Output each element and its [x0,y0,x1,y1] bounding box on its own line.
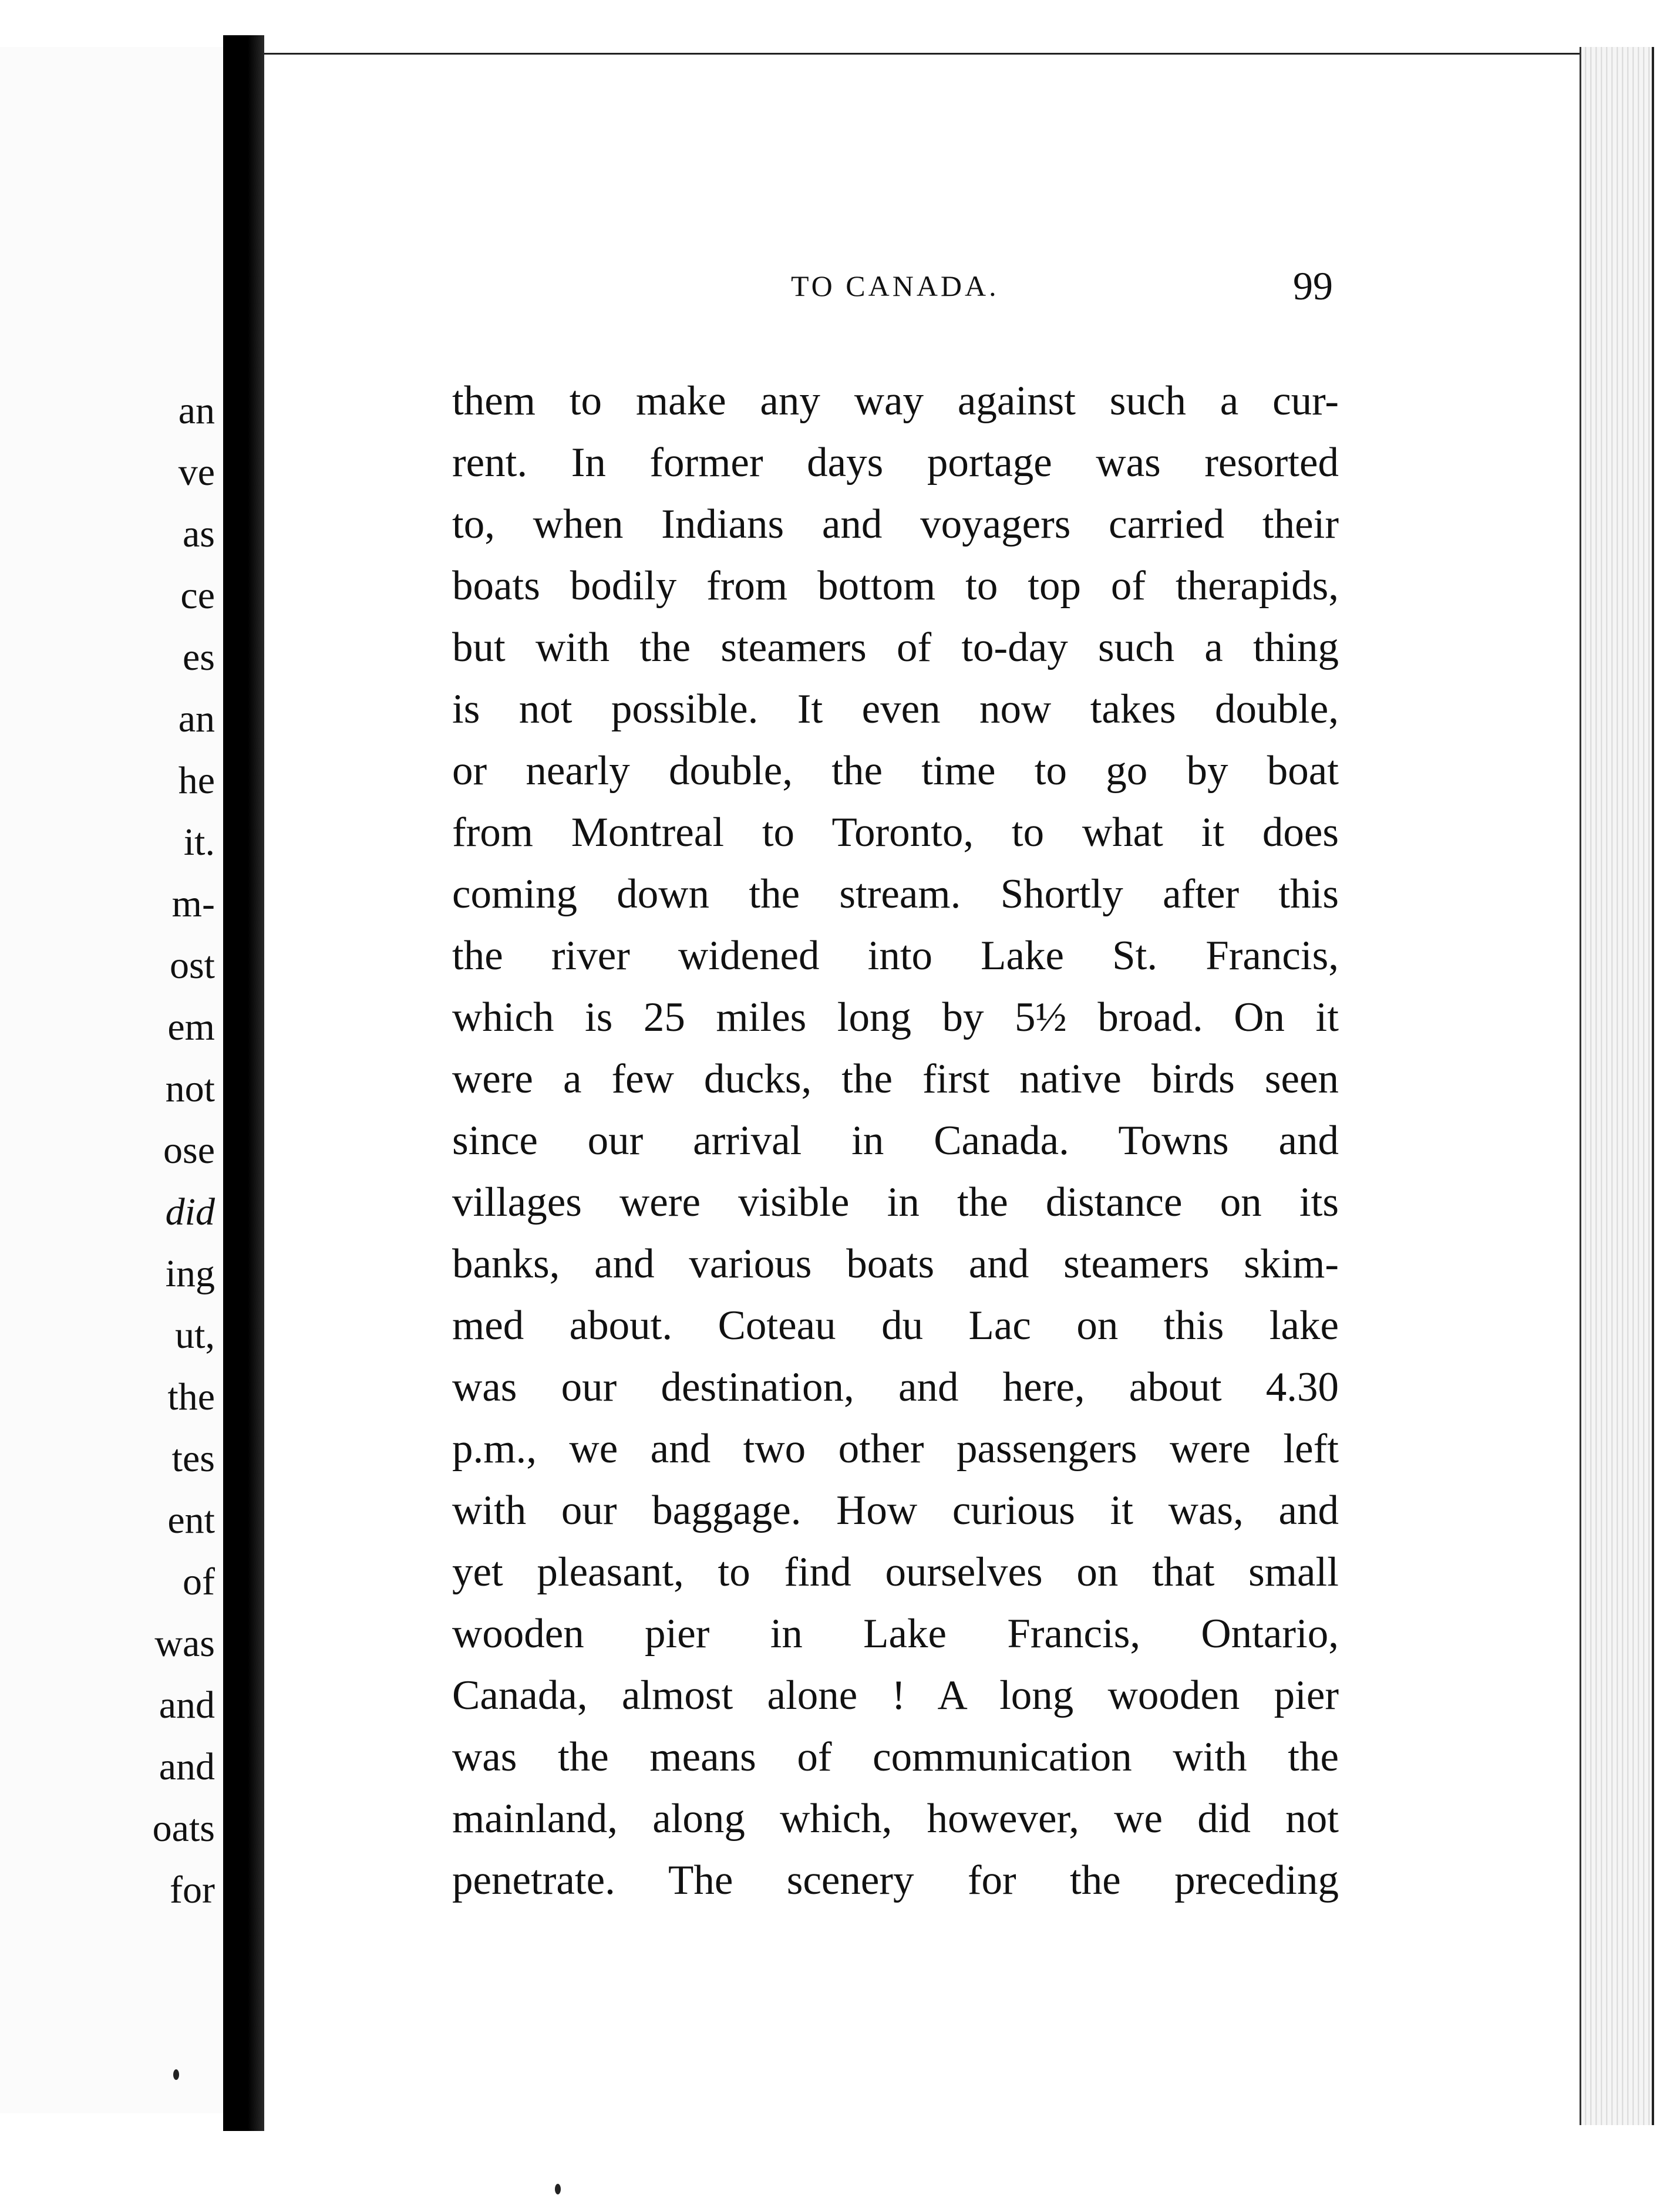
text-line: banks, and various boats and steamers skim- [452,1241,1339,1287]
scan-speck [173,2069,179,2080]
text-line: was our destination, and here, about 4.30 [452,1364,1339,1410]
text-line: villages were visible in the distance on its [452,1179,1339,1225]
text-line: from Montreal to Toronto, to what it does [452,810,1339,855]
text-line: penetrate. The scenery for the preceding [452,1857,1339,1903]
text-line: but with the steamers of to-day such a thing [452,625,1339,670]
text-line: were a few ducks, the first native birds seen [452,1056,1339,1102]
text-line: boats bodily from bottom to top of therapids, [452,563,1339,609]
left-line-end: ve [178,451,215,494]
text-line: med about. Coteau du Lac on this lake [452,1303,1339,1348]
text-line: p.m., we and two other passengers were left [452,1426,1339,1472]
running-head: TO CANADA. [791,269,999,302]
text-line: was the means of communication with the [452,1734,1339,1780]
text-line: yet pleasant, to find ourselves on that small [452,1549,1339,1595]
left-line-end: em [167,1006,215,1048]
text-line: is not possible. It even now takes double, [452,686,1339,732]
left-line-end: ose [163,1129,215,1172]
page-block-edge [1580,47,1654,2125]
text-line: rent. In former days portage was resorted [452,440,1339,485]
left-line-end: it. [183,821,215,864]
left-line-end: as [183,512,215,555]
left-line-end: ing [165,1252,215,1295]
scan-speck [555,2184,561,2194]
page-number: 99 [1293,264,1333,308]
left-line-end: tes [171,1437,215,1480]
text-line: Canada, almost alone ! A long wooden pier [452,1673,1339,1718]
previous-page-fragment [0,47,223,2113]
left-line-end: m- [171,882,215,925]
left-line-end: of [183,1560,215,1603]
text-line: or nearly double, the time to go by boat [452,748,1339,794]
left-line-end: an [178,697,215,740]
text-line: to, when Indians and voyagers carried their [452,501,1339,547]
left-line-end: for [170,1869,215,1911]
text-line: mainland, along which, however, we did not [452,1796,1339,1842]
book-gutter [223,35,264,2131]
left-line-end: ent [167,1499,215,1542]
left-line-end: ut, [175,1314,215,1357]
left-line-end: and [159,1684,215,1727]
text-line: them to make any way against such a cur- [452,378,1339,424]
text-line: the river widened into Lake St. Francis, [452,933,1339,979]
left-line-end: and [159,1745,215,1788]
left-line-end: an [178,389,215,432]
left-line-end: not [165,1067,215,1110]
text-line: wooden pier in Lake Francis, Ontario, [452,1611,1339,1657]
text-line: coming down the stream. Shortly after this [452,871,1339,917]
left-line-end: he [178,759,215,802]
left-line-end: es [183,636,215,679]
text-line: since our arrival in Canada. Towns and [452,1118,1339,1164]
left-line-end: the [167,1375,215,1418]
left-line-end: oats [152,1807,215,1850]
left-line-end: was [154,1622,215,1665]
left-line-end: ost [169,944,215,987]
left-line-end: ce [180,574,215,617]
text-line: with our baggage. How curious it was, and [452,1488,1339,1533]
text-line: which is 25 miles long by 5½ broad. On it [452,994,1339,1040]
left-line-end: did [165,1191,215,1233]
